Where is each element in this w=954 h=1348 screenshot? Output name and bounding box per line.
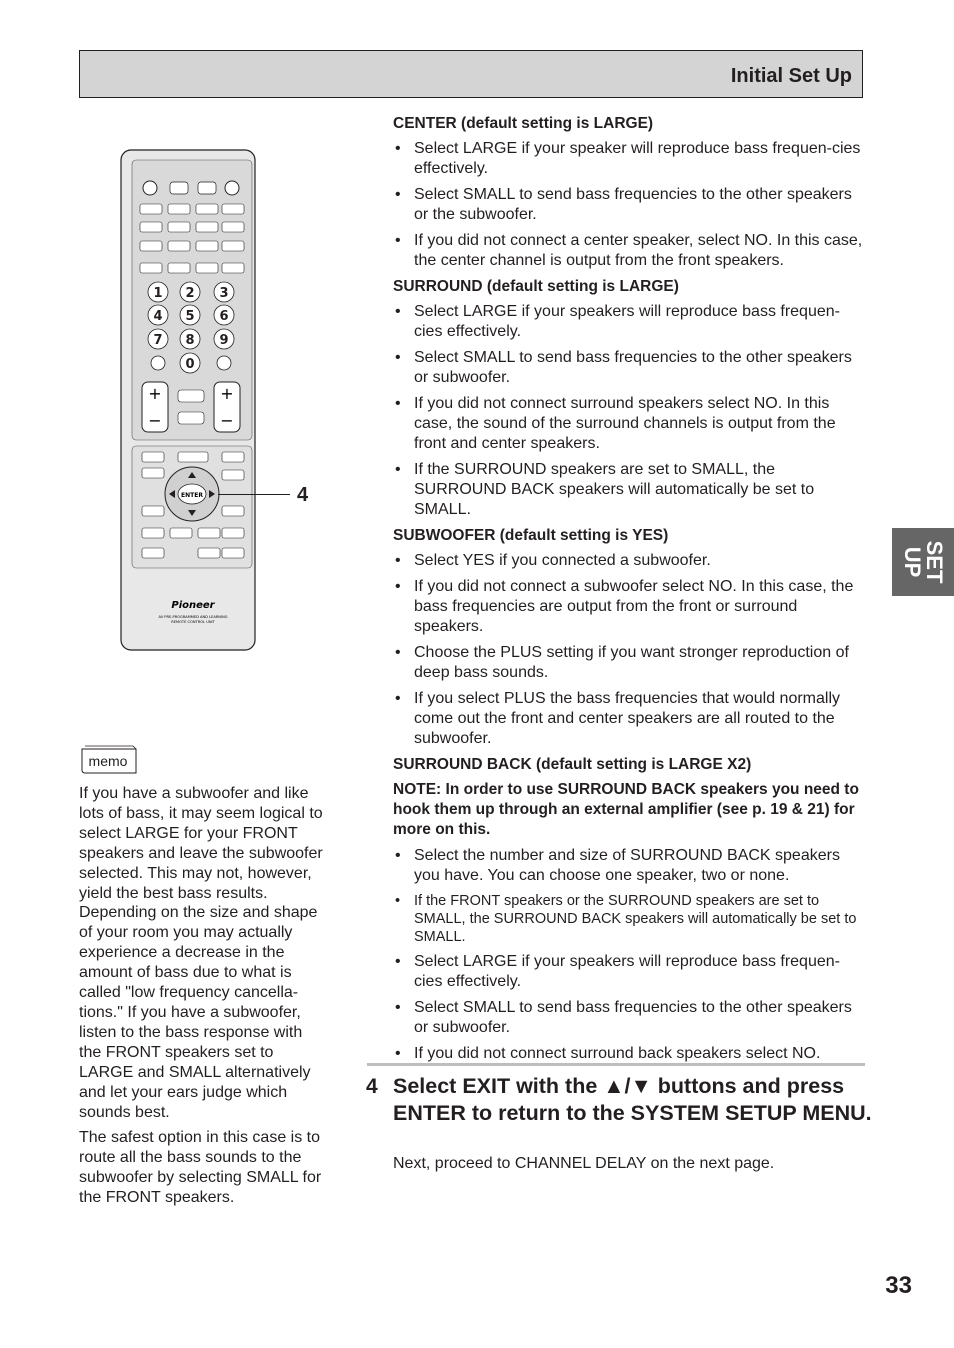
remote-control-icon — [118, 148, 318, 654]
memo-badge-label: memo — [88, 753, 128, 769]
key-2: 2 — [185, 286, 195, 301]
key-5: 5 — [185, 309, 195, 324]
list-item: • Select SMALL to send bass frequencies to the other speakers or subwoofer. — [393, 998, 865, 1038]
key-9: 9 — [219, 333, 229, 348]
list-item: • If the SURROUND speakers are set to SMALL, the SURROUND BACK speakers will automatically be set to SMALL. — [393, 460, 865, 520]
remote-brand: Pioneer — [171, 600, 215, 611]
list-item: • Select SMALL to send bass frequencies to the other speakers or the subwoofer. — [393, 185, 865, 225]
remote-control-illustration — [118, 148, 318, 654]
list-item: • If you did not connect a center speaker, select NO. In this case, the center channel is output from the front speakers. — [393, 231, 865, 271]
settings-content — [393, 114, 865, 1070]
list-item: • Choose the PLUS setting if you want stronger reproduction of deep bass sounds. — [393, 643, 865, 683]
step-number: 4 — [366, 1075, 378, 1098]
list-item: • If you did not connect surround back speakers select NO. — [393, 1044, 865, 1064]
svg-text:+: + — [220, 384, 234, 403]
center-title: CENTER (default setting is LARGE) — [393, 115, 654, 132]
surround-back-bullets — [393, 846, 865, 1064]
page-number: 33 — [885, 1272, 912, 1299]
callout-number: 4 — [297, 484, 309, 506]
memo-text — [79, 784, 327, 1214]
memo-paragraph: The safest option in this case is to route all the bass sounds to the subwoofer by selecting SMALL for the FRONT speakers. — [79, 1129, 322, 1207]
side-tab-label: SET UP — [900, 540, 947, 584]
list-item: • Select YES if you connected a subwoofer. — [393, 551, 865, 571]
surround-back-note: NOTE: In order to use SURROUND BACK speakers you need to hook them up through an external amplifier (see p. 19 & 21) for more on this. — [393, 781, 859, 838]
header-bar — [79, 50, 863, 98]
list-item: • If the FRONT speakers or the SURROUND speakers are set to SMALL, the SURROUND BACK speakers will automatically be set to SMALL. — [393, 892, 865, 946]
step-title: Select EXIT with the ▲/▼ buttons and press ENTER to return to the SYSTEM SETUP MENU. — [393, 1074, 872, 1125]
list-item: • Select the number and size of SURROUND BACK speakers you have. You can choose one speaker, two or none. — [393, 846, 865, 886]
key-0: 0 — [185, 357, 195, 372]
memo-paragraph: If you have a subwoofer and like lots of bass, it may seem logical to select LARGE for your FRONT speakers and leave the subwoofer selected. This may not, however, yield the best bass results. Depending on the size and shape of your room you may actually experience a decrease in the amount of bass due to what is called "low frequency cancella-tions." If you have a subwoofer, listen to the bass response with the FRONT speakers set to LARGE and SMALL alternatively and let your ears judge which sounds best. — [79, 785, 323, 1121]
list-item: • Select SMALL to send bass frequencies to the other speakers or subwoofer. — [393, 348, 865, 388]
surround-title: SURROUND (default setting is LARGE) — [393, 278, 679, 295]
center-bullets — [393, 139, 865, 271]
svg-text:+: + — [148, 384, 162, 403]
key-4: 4 — [153, 309, 163, 324]
memo-icon — [79, 743, 139, 779]
svg-text:−: − — [148, 411, 162, 430]
svg-text:−: − — [220, 411, 234, 430]
subwoofer-title: SUBWOOFER (default setting is YES) — [393, 527, 669, 544]
remote-caption-1: AV PRE-PROGRAMMED AND LEARNING — [158, 615, 228, 619]
section-title: Initial Set Up — [730, 65, 852, 87]
subwoofer-bullets — [393, 551, 865, 749]
list-item: • Select LARGE if your speakers will reproduce bass frequen-cies effectively. — [393, 952, 865, 992]
key-8: 8 — [185, 333, 195, 348]
side-tab — [892, 528, 954, 596]
key-1: 1 — [153, 286, 163, 301]
step-description: Next, proceed to CHANNEL DELAY on the next page. — [393, 1155, 775, 1172]
remote-caption-2: REMOTE CONTROL UNIT — [171, 620, 215, 624]
list-item: • If you did not connect surround speakers select NO. In this case, the sound of the surround channels is output from the front and center speakers. — [393, 394, 865, 454]
callout-line — [218, 494, 290, 495]
list-item: • If you did not connect a subwoofer select NO. In this case, the bass frequencies are output from the front or surround speakers. — [393, 577, 865, 637]
key-6: 6 — [219, 309, 229, 324]
list-item: • Select LARGE if your speakers will reproduce bass frequen-cies effectively. — [393, 302, 865, 342]
list-item: • If you select PLUS the bass frequencies that would normally come out the front and center speakers are all routed to the subwoofer. — [393, 689, 865, 749]
enter-key-label: ENTER — [181, 492, 203, 499]
divider — [367, 1063, 865, 1066]
key-3: 3 — [219, 286, 229, 301]
key-7: 7 — [153, 333, 163, 348]
surround-bullets — [393, 302, 865, 520]
list-item: • Select LARGE if your speaker will reproduce bass frequen-cies effectively. — [393, 139, 865, 179]
surround-back-title: SURROUND BACK (default setting is LARGE X2) — [393, 756, 752, 773]
memo-badge — [79, 743, 139, 779]
